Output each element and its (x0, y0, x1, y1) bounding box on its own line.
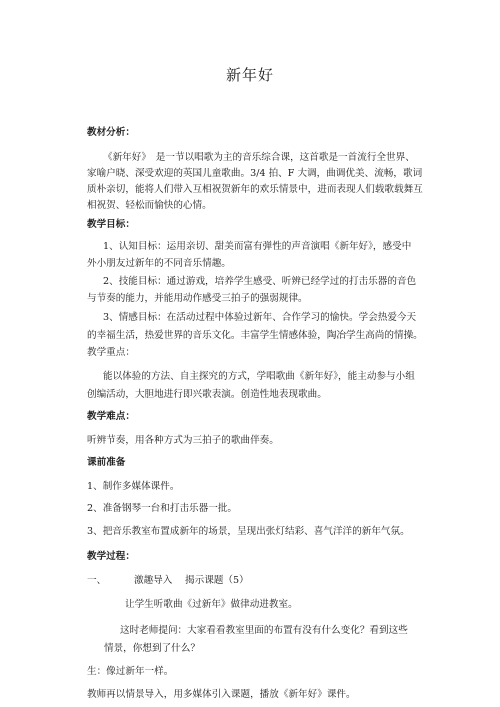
analysis-heading: 教材分析： (87, 127, 135, 138)
step-line: 生：像过新年一样。 (87, 666, 174, 677)
prep-item: 3、把音乐教室布置成新年的场景，呈现出张灯结彩、喜气洋洋的新年气氛。 (87, 526, 410, 537)
key-line: 能以体验的方法、自主探究的方式，学唱歌曲《新年好》，能主动参与小组 (103, 371, 415, 382)
analysis-line: 《新年好》 是一节以唱歌为主的音乐综合课，这首歌是一首流行全世界、 (103, 152, 415, 163)
step-line: 这时老师提问：大家看看教室里面的布置有没有什么变化？看到这些 (120, 625, 408, 636)
analysis-line: 家喻户晓、深受欢迎的英国儿童歌曲。3/4 拍、F 大调，曲调优美、流畅，歌词 (87, 168, 423, 179)
analysis-line: 相祝贺、轻松而愉快的心情。 (87, 200, 212, 211)
process-heading: 教学过程： (87, 551, 135, 562)
prep-item: 2、准备钢琴一台和打击乐器一批。 (87, 503, 238, 514)
step-number: 一、 (87, 575, 107, 586)
step-line: 情景，你想到了什么？ (104, 643, 200, 654)
prep-item: 1、制作多媒体课件。 (87, 481, 180, 492)
step-line: 让学生听歌曲《过新年》做律动进教室。 (125, 599, 298, 610)
goal-line: 2、技能目标：通过游戏，培养学生感受、听辨已经学过的打击乐器的音色 (103, 276, 417, 287)
goal-line: 的幸福生活，热爱世界的音乐文化。丰富学生情感体验，陶冶学生高尚的情操。 (87, 330, 423, 341)
prep-heading: 课前准备 (87, 457, 126, 468)
analysis-line: 质朴亲切，能将人们带入互相祝贺新年的欢乐情景中，进而表现人们载歌载舞互 (87, 184, 423, 195)
page-title: 新年好 (225, 66, 274, 84)
goal-line: 1、认知目标：运用亲切、甜美而富有弹性的声音演唱《新年好》，感受中 (103, 241, 412, 252)
step-line: 教师再以情景导入，用多媒体引入课题，播放《新年好》课件。 (87, 689, 356, 700)
goal-line: 3、情感目标：在活动过程中体验过新年、合作学习的愉快。学会热爱今天 (103, 312, 417, 323)
key-line: 创编活动，大胆地进行即兴歌表演。创造性地表现歌曲。 (87, 389, 327, 400)
key-heading: 教学重点： (87, 347, 135, 358)
goal-line: 外小朋友过新年的不同音乐情趣。 (87, 258, 231, 269)
goals-heading: 教学目标： (87, 219, 135, 230)
step-title: 激趣导入 揭示课题（5） (134, 575, 249, 586)
difficulty-heading: 教学难点： (87, 411, 135, 422)
difficulty-line: 听辨节奏，用各种方式为三拍子的歌曲伴奏。 (87, 435, 279, 446)
goal-line: 与节奏的能力，并能用动作感受三拍子的强弱规律。 (87, 293, 308, 304)
